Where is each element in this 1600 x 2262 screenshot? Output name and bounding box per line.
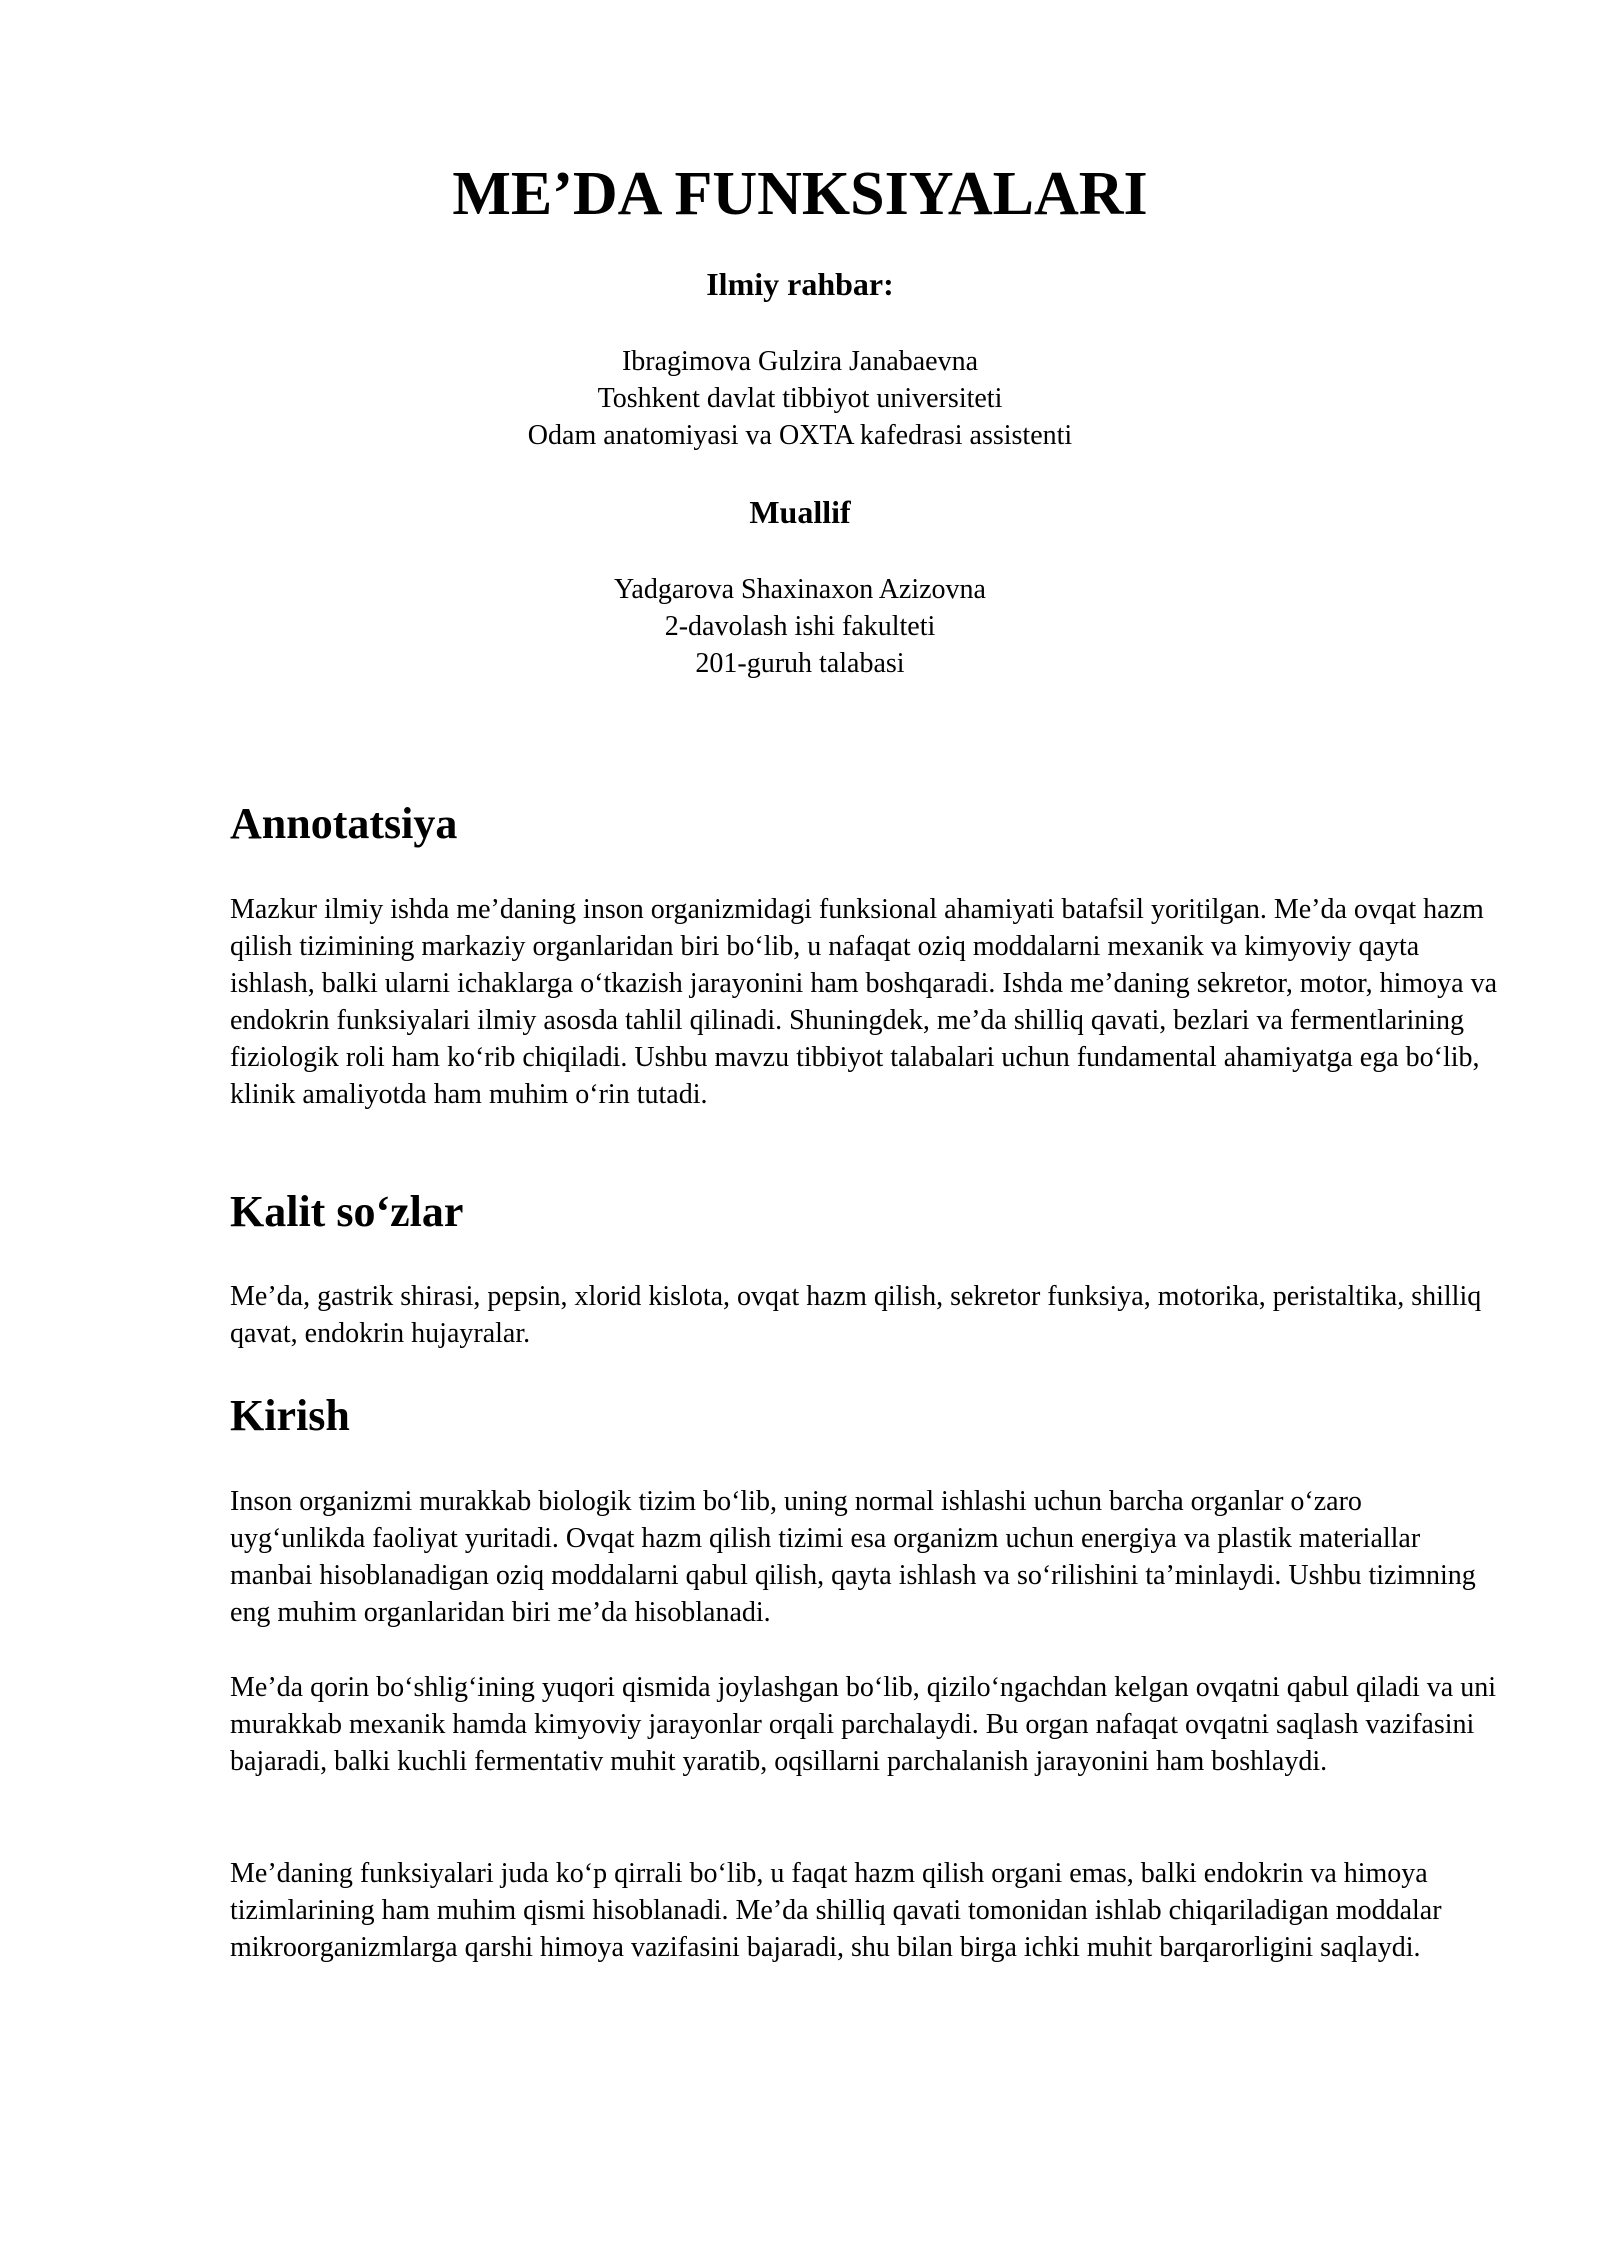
introduction-section <box>230 1390 1530 1443</box>
annotation-section <box>230 798 1530 851</box>
keywords-heading: Kalit so‘zlar <box>230 1187 464 1236</box>
introduction-paragraph-2 <box>230 1669 1530 1780</box>
introduction-paragraph-3 <box>230 1855 1530 1966</box>
introduction-paragraph-1 <box>230 1483 1530 1631</box>
annotation-heading: Annotatsiya <box>230 799 458 848</box>
supervisor-block <box>0 265 1600 303</box>
introduction-text-1: Inson organizmi murakkab biologik tizim bo‘lib, uning normal ishlashi uchun barcha organlar o‘zaro uyg‘unlikda faoliyat yuritadi. Ovqat hazm qilish tizimi esa organizm uchun energiya va plastik materiallar manbai hisoblanadigan oziq moddalarni qabul qilish, qayta ishlash va so‘rilishini ta’minlaydi. Ushbu tizimning eng muhim organlaridan biri me’da hisoblanadi. <box>230 1486 1476 1628</box>
supervisor-name: Ibragimova Gulzira Janabaevna <box>621 346 979 377</box>
author-name: Yadgarova Shaxinaxon Azizovna <box>614 574 986 605</box>
introduction-heading: Kirish <box>230 1391 350 1440</box>
supervisor-info <box>0 343 1600 454</box>
introduction-text-2: Me’da qorin bo‘shlig‘ining yuqori qismida joylashgan bo‘lib, qizilo‘ngachdan kelgan ovqatni qabul qiladi va uni murakkab mexanik hamda kimyoviy jarayonlar orqali parchalaydi. Bu organ nafaqat ovqatni saqlash vazifasini bajaradi, balki kuchli fermentativ muhit yaratib, oqsillarni parchalanish jarayonini ham boshlaydi. <box>230 1672 1496 1777</box>
supervisor-university: Toshkent davlat tibbiyot universiteti <box>597 383 1003 414</box>
annotation-text: Mazkur ilmiy ishda me’daning inson organizmidagi funksional ahamiyati batafsil yoritilgan. Me’da ovqat hazm qilish tizimining markaziy organlaridan biri bo‘lib, u nafaqat oziq moddalarni mexanik va kimyoviy qayta ishlash, balki ularni ichaklarga o‘tkazish jarayonini ham boshqaradi. Ishda me’daning sekretor, motor, himoya va endokrin funksiyalari ilmiy asosda tahlil qilinadi. Shuningdek, me’da shilliq qavati, bezlari va fermentlarining fiziologik roli ham ko‘rib chiqiladi. Ushbu mavzu tibbiyot talabalari uchun fundamental ahamiyatga ega bo‘lib, klinik amaliyotda ham muhim o‘rin tutadi. <box>230 894 1497 1110</box>
keywords-section <box>230 1186 1530 1239</box>
paper-title: ME’DA FUNKSIYALARI <box>452 160 1148 228</box>
annotation-body <box>230 891 1530 1113</box>
author-label: Muallif <box>749 494 851 530</box>
introduction-text-3: Me’daning funksiyalari juda ko‘p qirrali bo‘lib, u faqat hazm qilish organi emas, balki endokrin va himoya tizimlarining ham muhim qismi hisoblanadi. Me’da shilliq qavati tomonidan ishlab chiqariladigan moddalar mikroorganizmlarga qarshi himoya vazifasini bajaradi, shu bilan birga ichki muhit barqarorligini saqlaydi. <box>230 1858 1442 1963</box>
keywords-text: Me’da, gastrik shirasi, pepsin, xlorid kislota, ovqat hazm qilish, sekretor funksiya, motorika, peristaltika, shilliq qavat, endokrin hujayralar. <box>230 1281 1482 1349</box>
supervisor-position: Odam anatomiyasi va OXTA kafedrasi assistenti <box>527 420 1073 451</box>
author-group: 201-guruh talabasi <box>695 648 905 679</box>
author-block <box>0 493 1600 531</box>
supervisor-label: Ilmiy rahbar: <box>706 266 894 302</box>
keywords-body <box>230 1278 1530 1352</box>
author-info <box>0 571 1600 682</box>
author-faculty: 2-davolash ishi fakulteti <box>664 611 936 642</box>
